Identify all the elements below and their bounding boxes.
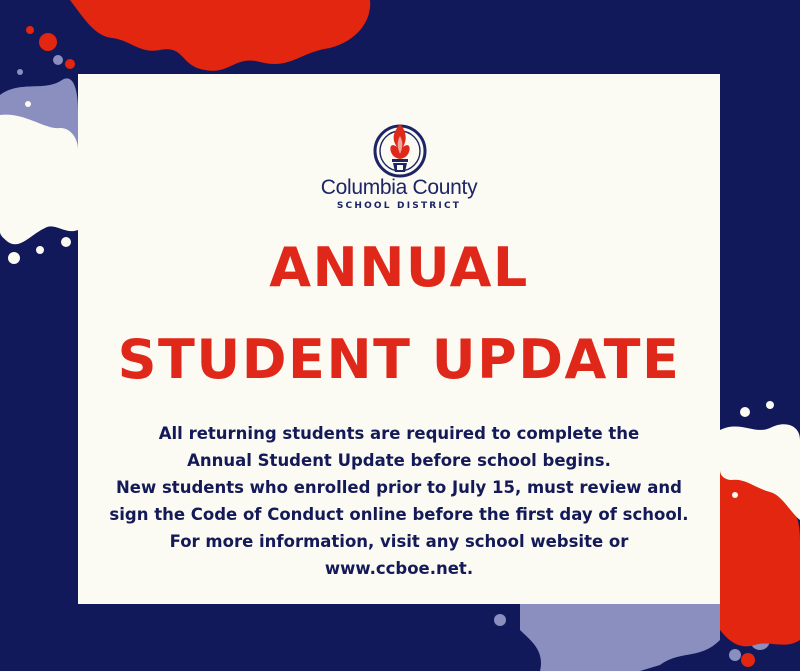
headline-line-1: ANNUAL [269,236,529,299]
headline-line-2: STUDENT UPDATE [117,328,681,391]
logo-subtitle: SCHOOL DISTRICT [336,201,462,211]
body-line-2: Annual Student Update before school begins. [187,451,611,470]
white-splatter-left [0,115,78,245]
announcement-body [78,420,720,582]
announcement-card [78,74,720,604]
body-line-3: New students who enrolled prior to July 15, must review and [116,478,682,497]
body-line-4: sign the Code of Conduct online before the first day of school. [109,505,689,524]
website-link[interactable]: www.ccboe.net. [324,559,474,578]
body-line-5: For more information, visit any school website or [169,532,629,551]
body-line-1: All returning students are required to complete the [158,424,640,443]
logo-wordmark: Columbia County [320,176,478,199]
lavender-splatter-bottom [520,604,720,671]
red-splatter-top [70,0,370,71]
